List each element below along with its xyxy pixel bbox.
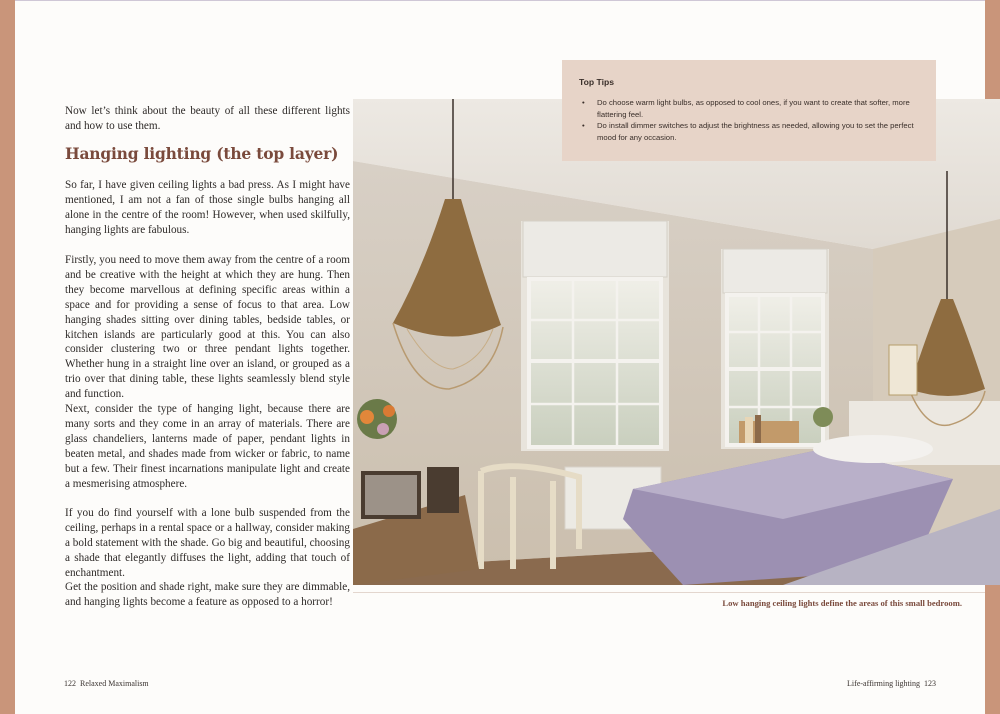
intro-paragraph: Now let’s think about the beauty of all these different lights and how to use them. bbox=[65, 105, 350, 132]
caption-rule bbox=[353, 592, 985, 593]
top-tips-box bbox=[562, 60, 936, 161]
running-title-left: Relaxed Maximalism bbox=[80, 679, 149, 688]
footer-right bbox=[847, 679, 936, 688]
body-paragraph-3 bbox=[65, 402, 350, 491]
bullet-icon: • bbox=[582, 121, 585, 131]
top-tips-title: Top Tips bbox=[579, 77, 615, 87]
running-title-right: Life-affirming lighting bbox=[847, 679, 920, 688]
section-heading: Hanging lighting (the top layer) bbox=[65, 144, 339, 163]
bedroom-illustration bbox=[353, 99, 1000, 585]
body-paragraph-2 bbox=[65, 253, 350, 402]
top-edge-line bbox=[15, 0, 985, 1]
body-paragraph-1 bbox=[65, 178, 350, 238]
bullet-icon: • bbox=[582, 98, 585, 107]
page-number-left: 122 bbox=[64, 679, 76, 688]
tip-item bbox=[579, 97, 919, 120]
tip-text: Do install dimmer switches to adjust the brightness as needed, allowing you to set the perfect mood for any occasion. bbox=[597, 121, 914, 142]
page-number-right: 123 bbox=[924, 679, 936, 688]
bedroom-photo bbox=[353, 99, 1000, 585]
paragraph-text: Get the position and shade right, make sure they are dimmable, and hanging lights become a feature as opposed to a horror! bbox=[65, 581, 350, 608]
top-tips-list bbox=[579, 97, 919, 143]
paragraph-text: So far, I have given ceiling lights a bad press. As I might have mentioned, I am not a fan of those single bulbs hanging all alone in the centre of the room! However, when used skilfully, hanging lights are fabulous. bbox=[65, 179, 350, 236]
footer-left bbox=[64, 679, 149, 688]
body-paragraph-5 bbox=[65, 580, 350, 610]
intro-text bbox=[65, 104, 350, 134]
photo-caption: Low hanging ceiling lights define the areas of this small bedroom. bbox=[722, 598, 962, 608]
book-spread bbox=[15, 0, 985, 714]
paragraph-text: Firstly, you need to move them away from the centre of a room and be creative with the height at which they are hung. Then they become marvellous at defining specific areas within a space and for providing a sense of focus to that area. Low hanging shades sitting over dining tables, bedside tables, or kitchen islands are particularly good at this. You can also consider clustering two or three pendant lights together. Whether hung in a straight line over an island, or grouped as a trio over that dining table, these lights seamlessly blend style and function. bbox=[65, 254, 350, 401]
paragraph-text: If you do find yourself with a lone bulb suspended from the ceiling, perhaps in a rental space or a hallway, consider making a bold statement with the shade. Go big and beautiful, choosing a shade that elegantly diffuses the light, adding that touch of enchantment. bbox=[65, 507, 350, 579]
body-paragraph-4 bbox=[65, 506, 350, 581]
tip-item bbox=[579, 120, 919, 143]
tip-text: Do choose warm light bulbs, as opposed to cool ones, if you want to create that softer, more flattering feel. bbox=[597, 98, 910, 119]
paragraph-text: Next, consider the type of hanging light, because there are many sorts and they come in an array of materials. There are glass chandeliers, lanterns made of paper, pendant lights in beaten metal, and shades made from wicker or fabric, to name but a few. Their finest incarnations manipulate light and create a mesmerising atmosphere. bbox=[65, 403, 350, 490]
